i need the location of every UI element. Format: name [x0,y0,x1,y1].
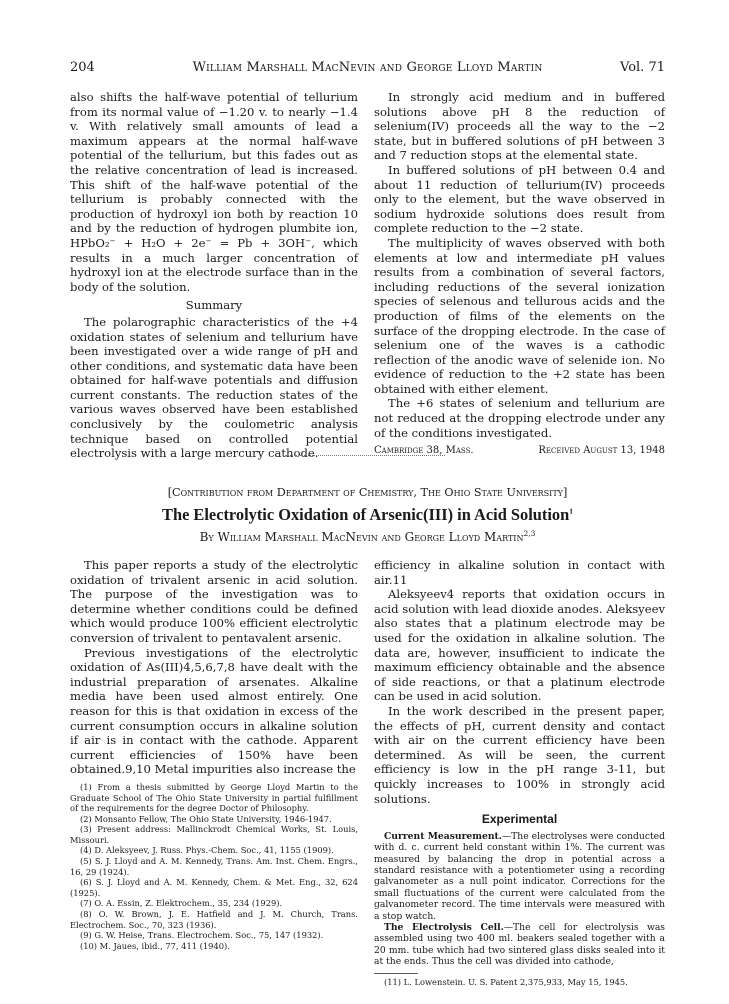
footnote: (9) G. W. Heise, Trans. Electrochem. Soc., 75, 147 (1932). [80,930,324,941]
running-header [70,60,665,78]
received-date: Received August 13, 1948 [538,445,665,457]
experimental-section [374,831,665,968]
continued-paragraph: efficiency in alkaline solution in contact with air.11 [374,558,665,587]
footnote: (2) Monsanto Fellow, The Ohio State University, 1946-1947. [80,813,332,824]
present-work-paragraph: In the work described in the present paper, the effects of pH, current density and contact with air on the current efficiency have been determined. As will be seen, the current efficiency is low in the pH range 3-11, but quickly increases to 100% in strongly acid solutions. [374,703,665,806]
summary-heading: Summary [185,298,243,313]
article-left-column [70,558,358,951]
footnote: (11) L. Lowenstein. U. S. Patent 2,375,933, May 15, 1945. [384,976,628,987]
footnote: (1) From a thesis submitted by George Lloyd Martin to the Graduate School of The Ohio State University in partial fulfillment of the requirements for the degree Doctor of Philosophy. [70,781,358,814]
title-footnote-mark: 1 [569,506,573,516]
place: Cambridge 38, Mass. [374,445,474,457]
runin-heading: The Electrolysis Cell. [384,921,504,933]
prev-article-right-column [374,90,665,459]
prev-right-paragraph-2: In buffered solutions of pH between 0.4 and about 11 reduction of tellurium(IV) proceeds only to the element, but the wave observed in sodium hydroxide solutions does result from complete reduction to the −2 state. [374,162,665,236]
article-separator [285,455,445,456]
footnote: (6) S. J. Lloyd and A. M. Kennedy, Chem. & Met. Eng., 32, 624 (1925). [70,877,358,898]
footnote: (10) M. Jaues, ibid., 77, 411 (1940). [80,940,230,951]
experimental-paragraph [374,922,665,968]
article-title [70,505,665,525]
footnote: (4) D. Aleksyeev, J. Russ. Phys.-Chem. Soc., 41, 1155 (1909). [80,845,334,856]
footnote-rule [374,973,418,974]
footnote-right [374,977,665,988]
footnote: (5) S. J. Lloyd and A. M. Kennedy, Trans. Am. Inst. Chem. Engrs., 16, 29 (1924). [70,856,358,877]
byline-text: By William Marshall MacNevin and George Lloyd Martin [199,530,524,544]
footnote: (8) O. W. Brown, J. E. Hatfield and J. M. Church, Trans. Electrochem. Soc., 70, 323 (1936). [70,909,358,930]
intro-paragraph: This paper reports a study of the electrolytic oxidation of trivalent arsenic in acid solution. The purpose of the investigation was to determine whether conditions could be defined which would produce 100% efficient electrolytic conversion of trivalent to pentavalent arsenic. [70,558,358,645]
volume-label: Vol. 71 [620,60,665,75]
summary-text: The polarographic characteristics of the +4 oxidation states of selenium and tellurium have been investigated over a wide range of pH and other conditions, and systematic data have been obtained for half-wave potentials and diffusion current constants. The reduction states of the various waves observed have been established conclusively by the coulometric analysis technique based on controlled potential electrolysis with a large mercury cathode. [70,314,358,461]
prev-right-paragraph-4: The +6 states of selenium and tellurium are not reduced at the dropping electrode under any of the conditions investigated. [374,396,665,440]
prev-right-paragraph-3: The multiplicity of waves observed with both elements at low and intermediate pH values results from a combination of several factors, including reductions of the several ionization species of selenous and tellurous acids and the production of films of the elements on the surface of the dropping electrode. In the case of selenium one of the waves is a cathodic reflection of the anodic wave of selenide ion. No evidence of reduction to the +2 state has been obtained with either element. [374,235,665,396]
prev-right-paragraph-1: In strongly acid medium and in buffered solutions above pH 8 the reduction of selenium(IV) proceeds all the way to the −2 state, but in buffered solutions of pH between 3 and 7 reduction stops at the elemental state. [374,90,665,163]
running-title: William Marshall MacNevin and George Lloyd Martin [192,60,543,75]
experimental-heading: Experimental [481,812,558,827]
contribution-line: [Contribution from Department of Chemistry, The Ohio State University] [167,486,568,499]
previous-work-paragraph: Previous investigations of the electrolytic oxidation of As(III)4,5,6,7,8 have dealt with the industrial preparation of arsenates. Alkaline media have been used almost entirely. One reason for this is that oxidation in excess of the current consumption occurs in alkaline solution if air is in contact with the cathode. Apparent current efficiencies of 150% have been obtained.9,10 Metal impurities also increase the [70,645,358,777]
article-title-text: The Electrolytic Oxidation of Arsenic(III) in Acid Solution [162,505,570,524]
footnote: (7) O. A. Essin, Z. Elektrochem., 35, 234 (1929). [80,898,283,909]
footnote: (3) Present address: Mallinckrodt Chemical Works, St. Louis, Missouri. [70,824,358,845]
experimental-text: —The electrolyses were conducted with d. c. current held constant within 1%. The current was measured by balancing the drop in potential across a standard resistance with a potentiometer using a recording galvanometer as a null point indicator. Corrections for the small fluctuations of the current were calculated from the galvanometer record. The time intervals were measured with a stop watch. [374,830,665,922]
aleksyeev-paragraph: Aleksyeev4 reports that oxidation occurs in acid solution with lead dioxide anodes. Aleksyeev also states that a platinum electrode may be used for the oxidation in alkaline solution. The data are, however, insufficient to indicate the maximum efficiency obtainable and the absence of side reactions, or that a platinum electrode can be used in acid solution. [374,587,665,704]
runin-heading: Current Measurement. [384,830,502,842]
page-number: 204 [70,60,95,75]
prev-left-paragraph: also shifts the half-wave potential of tellurium from its normal value of −1.20 v. to nearly −1.4 v. With relatively small amounts of lead a maximum appears at the normal half-wave potential of the tellurium, but this fades out as the relative concentration of lead is increased. This shift of the half-wave potential of the tellurium is probably connected with the production of hydroxyl ion both by reaction 10 and by the reduction of hydrogen plumbite ion, HPbO₂⁻ + H₂O + 2e⁻ = Pb + 3OH⁻, which results in a much larger concentration of hydroxyl ion at the electrode surface than in the body of the solution. [70,90,358,294]
dateline [374,444,665,459]
byline-footnote-mark: 2,3 [523,529,536,538]
article-right-column [374,558,665,987]
experimental-paragraph [374,831,665,922]
prev-article-left-column [70,90,358,461]
footnotes-left [70,782,358,952]
experimental-text: —The cell for electrolysis was assembled using two 400 ml. beakers sealed together with a 20 mm. tube which had two sintered glass disks sealed into it at the ends. Thus the cell was divided into cathode, [374,921,666,968]
byline [70,530,665,544]
